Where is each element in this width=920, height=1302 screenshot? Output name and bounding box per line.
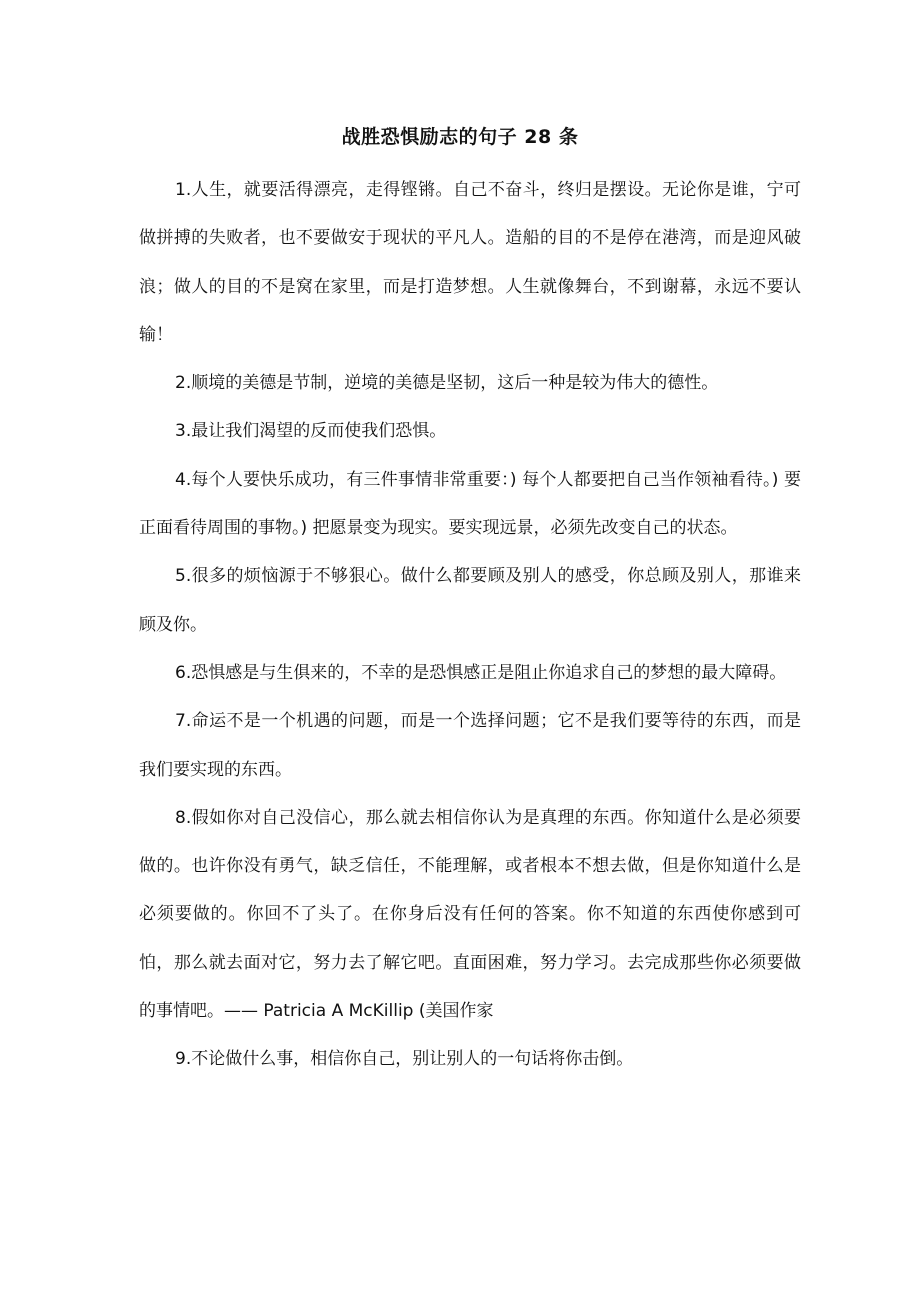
paragraph-5: 5.很多的烦恼源于不够狠心。做什么都要顾及别人的感受，你总顾及别人，那谁来顾及你。 — [139, 566, 801, 635]
paragraph-9: 9.不论做什么事，相信你自己，别让别人的一句话将你击倒。 — [175, 1049, 634, 1070]
paragraph-8: 8.假如你对自己没信心，那么就去相信你认为是真理的东西。你知道什么是必须要做的。也许你没有勇气，缺乏信任，不能理解，或者根本不想去做，但是你知道什么是必须要做的。你回不了头了。在你身后没有任何的答案。你不知道的东西使你感到可怕，那么就去面对它，努力去了解它吧。直面困难，努力学习。去完成那些你必须要做的事情吧。—— Patricia A McKillip (美国作家 — [139, 807, 801, 1022]
paragraph-2: 2.顺境的美德是节制，逆境的美德是坚韧，这后一种是较为伟大的德性。 — [175, 373, 719, 394]
paragraph-1: 1.人生，就要活得漂亮，走得铿锵。自己不奋斗，终归是摆设。无论你是谁，宁可做拼搏的失败者，也不要做安于现状的平凡人。造船的目的不是停在港湾，而是迎风破浪；做人的目的不是窝在家里，而是打造梦想。人生就像舞台，不到谢幕，永远不要认输！ — [139, 180, 801, 345]
paragraph-3: 3.最让我们渴望的反而使我们恐惧。 — [175, 421, 447, 442]
paragraph-6: 6.恐惧感是与生俱来的，不幸的是恐惧感正是阻止你追求自己的梦想的最大障碍。 — [175, 662, 787, 683]
paragraph-7: 7.命运不是一个机遇的问题，而是一个选择问题；它不是我们要等待的东西，而是我们要实现的东西。 — [139, 711, 801, 780]
paragraph-4: 4.每个人要快乐成功，有三件事情非常重要：) 每个人都要把自己当作领袖看待。) 要正面看待周围的事物。) 把愿景变为现实。要实现远景，必须先改变自己的状态。 — [139, 469, 801, 539]
document-title: 战胜恐惧励志的句子 28 条 — [341, 126, 579, 148]
document-body — [139, 166, 801, 1084]
